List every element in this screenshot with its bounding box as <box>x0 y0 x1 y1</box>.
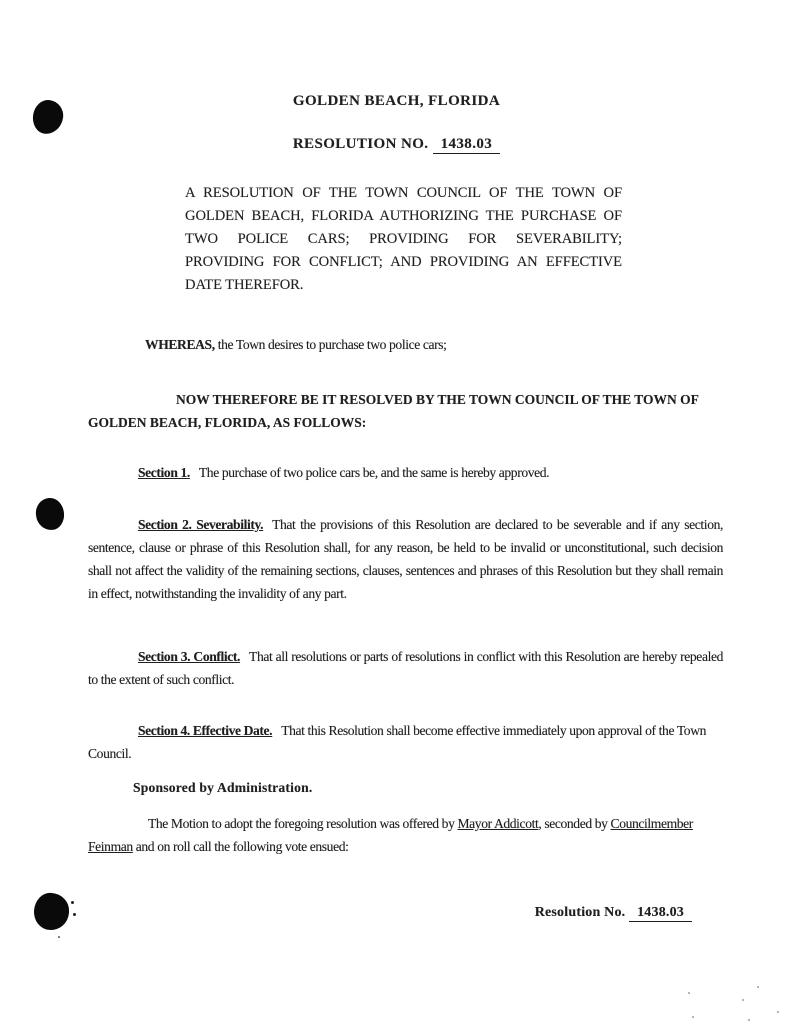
page-title: GOLDEN BEACH, FLORIDA <box>292 93 501 109</box>
section-4-heading: Section 4. Effective Date. <box>138 723 273 738</box>
section-3-heading: Section 3. Conflict. <box>138 649 241 664</box>
section-1-body: The purchase of two police cars be, and the same is hereby approved. <box>198 465 550 480</box>
summary-clause: A RESOLUTION OF THE TOWN COUNCIL OF THE TOWN OF GOLDEN BEACH, FLORIDA AUTHORIZING THE PURCHASE OF TWO POLICE CARS; PROVIDING FOR SEVERABILITY; PROVIDING FOR CONFLICT; AND PROVIDING AN EFFECTIVE DATE THEREFOR. <box>185 185 622 293</box>
footer-resolution-label: Resolution No. <box>534 905 626 920</box>
section-1-heading: Section 1. <box>138 465 190 480</box>
whereas-text: the Town desires to purchase two police cars; <box>214 337 447 352</box>
scan-speck <box>748 1019 750 1021</box>
resolved-clause: NOW THEREFORE BE IT RESOLVED BY THE TOWN COUNCIL OF THE TOWN OF GOLDEN BEACH, FLORIDA, AS FOLLOWS: <box>88 392 699 430</box>
motion-suffix: and on roll call the following vote ensued: <box>132 839 349 854</box>
scan-speck <box>692 1016 694 1018</box>
section-3-body: That all resolutions or parts of resolutions in conflict with this Resolution are hereby repealed to the extent of such conflict. <box>88 649 723 687</box>
resolution-number-label: RESOLUTION NO. <box>292 136 429 152</box>
hole-punch-mark <box>33 892 70 931</box>
motion-mid: , seconded by <box>538 816 611 831</box>
section-1-paragraph <box>88 461 723 484</box>
whereas-label: WHEREAS, <box>145 337 215 352</box>
section-4-body: That this Resolution shall become effective immediately upon approval of the Town Council. <box>88 723 707 761</box>
scan-speck <box>777 1011 779 1013</box>
footer-resolution-value: 1438.03 <box>629 905 692 922</box>
scan-speck <box>688 992 690 994</box>
resolution-number-value: 1438.03 <box>433 136 501 154</box>
section-3-paragraph <box>88 645 723 691</box>
scan-speck <box>71 901 74 904</box>
whereas-clause <box>88 333 723 356</box>
scan-speck <box>757 986 759 988</box>
motion-seconder-name: Councilmember Feinman <box>88 816 693 854</box>
sponsored-by-line: Sponsored by Administration. <box>133 780 313 795</box>
motion-mover-name: Mayor Addicott <box>457 816 539 831</box>
hole-punch-mark <box>34 497 65 532</box>
section-4-paragraph <box>88 719 723 765</box>
resolution-number-heading <box>0 134 793 154</box>
footer-resolution-number <box>535 901 692 924</box>
motion-prefix: The Motion to adopt the foregoing resolution was offered by <box>148 816 458 831</box>
section-2-body: That the provisions of this Resolution are declared to be severable and if any section, sentence, clause or phrase of this Resolution shall, for any reason, be held to be invalid or unconstitutional, such decision shall not affect the validity of the remaining sections, clauses, sentences and phrases of this Resolution but they shall remain in effect, notwithstanding the invalidity of any part. <box>88 517 723 601</box>
scan-speck <box>73 913 76 916</box>
section-2-heading: Section 2. Severability. <box>138 517 264 532</box>
section-2-paragraph <box>88 513 723 605</box>
scan-speck <box>58 936 60 938</box>
scan-speck <box>742 999 744 1001</box>
motion-paragraph <box>88 812 723 858</box>
